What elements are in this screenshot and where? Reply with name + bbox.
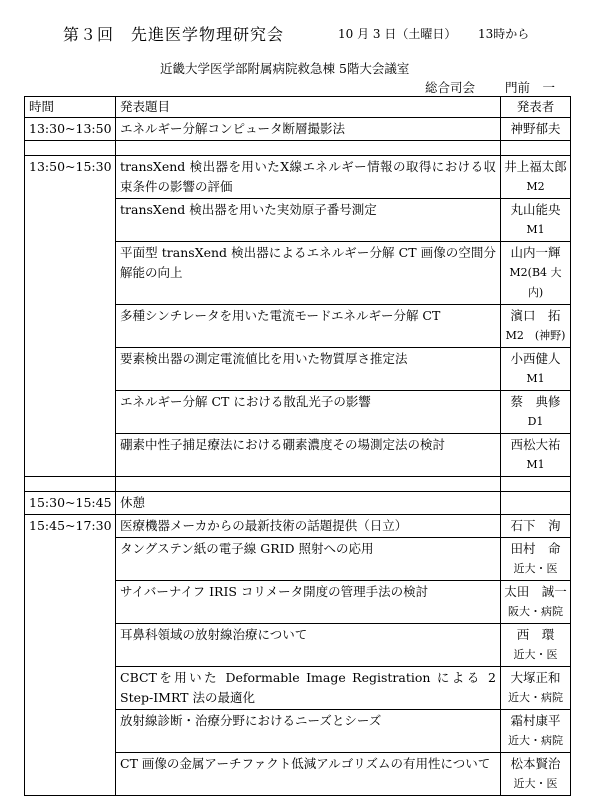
presenter-cell (501, 118, 571, 141)
presenter-affiliation: M2 (神野) (505, 329, 566, 342)
presenter-cell (501, 348, 571, 391)
session-time (25, 348, 116, 391)
presenter-affiliation: M1 (526, 223, 545, 236)
table-row (25, 199, 571, 242)
session-time (25, 538, 116, 581)
session-time (25, 305, 116, 348)
presenter-name: 大塚正和 (510, 670, 561, 685)
session-time (25, 753, 116, 796)
presenter-name: 井上福太郎 (504, 159, 567, 174)
presenter-affiliation: M1 (526, 458, 545, 471)
presenter-affiliation: 近大・医 (513, 562, 558, 575)
presenter-name: 松本賢治 (510, 756, 561, 771)
table-row (25, 348, 571, 391)
session-gap (25, 141, 571, 156)
session-time (25, 667, 116, 710)
schedule-body (25, 118, 571, 796)
chair-line (425, 78, 555, 96)
table-row (25, 624, 571, 667)
session-time (25, 710, 116, 753)
presenter-cell (501, 538, 571, 581)
talk-title: 医療機器メーカからの最新技術の話題提供（日立） (116, 515, 501, 538)
program-header (0, 22, 590, 46)
table-row (25, 710, 571, 753)
session-time (25, 391, 116, 434)
presenter-affiliation: D1 (527, 415, 544, 428)
presenter-name: 山内一輝 (510, 245, 561, 260)
presenter-name: 丸山能央 (510, 202, 561, 217)
talk-title: タングステン紙の電子線 GRID 照射への応用 (116, 538, 501, 581)
talk-title: 平面型 transXend 検出器によるエネルギー分解 CT 画像の空間分解能の向上 (116, 242, 501, 305)
session-gap (25, 477, 571, 492)
presenter-affiliation: M1 (526, 372, 545, 385)
session-time (25, 242, 116, 305)
talk-title: transXend 検出器を用いたX線エネルギー情報の取得における収束条件の影響の評価 (116, 156, 501, 199)
table-row (25, 753, 571, 796)
presenter-cell (501, 434, 571, 477)
presenter-cell (501, 624, 571, 667)
presenter-affiliation: 近大・医 (513, 648, 558, 661)
presenter-affiliation: 近大・医 (513, 777, 558, 790)
presenter-name: 蔡 典修 (510, 394, 561, 409)
talk-title: 要素検出器の測定電流値比を用いた物質厚さ推定法 (116, 348, 501, 391)
presenter-cell (501, 710, 571, 753)
table-row (25, 434, 571, 477)
header-time: 時間 (25, 97, 116, 118)
talk-title: サイバーナイフ IRIS コリメータ開度の管理手法の検討 (116, 581, 501, 624)
chair-label: 総合司会 (425, 80, 476, 95)
presenter-name: 石下 洵 (510, 518, 561, 533)
table-row (25, 118, 571, 141)
talk-title: CT 画像の金属アーチファクト低減アルゴリズムの有用性について (116, 753, 501, 796)
table-row (25, 391, 571, 434)
presenter-affiliation: M2(B4 大内) (509, 266, 562, 299)
schedule-table (24, 96, 571, 796)
presenter-name: 太田 誠一 (504, 584, 567, 599)
presenter-cell (501, 581, 571, 624)
presenter-affiliation: 近大・病院 (508, 734, 563, 747)
presenter-cell (501, 667, 571, 710)
talk-title: エネルギー分解コンピュータ断層撮影法 (116, 118, 501, 141)
table-row (25, 667, 571, 710)
table-row (25, 515, 571, 538)
talk-title: 放射線診断・治療分野におけるニーズとシーズ (116, 710, 501, 753)
table-row (25, 156, 571, 199)
talk-title: transXend 検出器を用いた実効原子番号測定 (116, 199, 501, 242)
talk-title: 硼素中性子捕足療法における硼素濃度その場測定法の検討 (116, 434, 501, 477)
presenter-name: 西 環 (516, 627, 555, 642)
presenter-affiliation: M2 (526, 180, 545, 193)
talk-title: 耳鼻科領域の放射線治療について (116, 624, 501, 667)
presenter-affiliation: 阪大・病院 (508, 605, 563, 618)
program-start-time: 13時から (478, 27, 530, 41)
session-time (25, 199, 116, 242)
presenter-name: 濱口 拓 (510, 308, 561, 323)
presenter-cell (501, 242, 571, 305)
header-topic: 発表題目 (116, 97, 501, 118)
program-title: 第３回 先進医学物理研究会 (63, 25, 285, 44)
presenter-cell (501, 515, 571, 538)
talk-title: エネルギー分解 CT における散乱光子の影響 (116, 391, 501, 434)
program-date: 10 月 3 日（土曜日） (338, 27, 457, 41)
session-time: 13:50~15:30 (25, 156, 116, 199)
presenter-cell (501, 753, 571, 796)
session-time (25, 624, 116, 667)
presenter-name: 神野郁夫 (510, 121, 561, 136)
table-row (25, 538, 571, 581)
talk-title: 休憩 (116, 492, 501, 515)
presenter-cell (501, 492, 571, 515)
presenter-cell (501, 391, 571, 434)
table-row (25, 305, 571, 348)
chair-name: 門前 一 (505, 80, 556, 95)
table-row (25, 581, 571, 624)
presenter-cell (501, 305, 571, 348)
header-presenter: 発表者 (501, 97, 571, 118)
presenter-name: 西松大祐 (510, 437, 561, 452)
session-time: 13:30~13:50 (25, 118, 116, 141)
presenter-cell (501, 156, 571, 199)
session-time (25, 581, 116, 624)
session-time (25, 434, 116, 477)
table-row (25, 242, 571, 305)
presenter-cell (501, 199, 571, 242)
venue: 近畿大学医学部附属病院救急棟 5階大会議室 (160, 61, 410, 76)
table-row (25, 492, 571, 515)
talk-title: CBCTを用いた Deformable Image Registration による 2 Step-IMRT 法の最適化 (116, 667, 501, 710)
presenter-name: 田村 命 (510, 541, 561, 556)
presenter-affiliation: 近大・病院 (508, 691, 563, 704)
presenter-name: 小西健人 (510, 351, 561, 366)
presenter-name: 霜村康平 (510, 713, 561, 728)
table-header-row (25, 97, 571, 118)
talk-title: 多種シンチレータを用いた電流モードエネルギー分解 CT (116, 305, 501, 348)
session-time: 15:30~15:45 (25, 492, 116, 515)
session-time: 15:45~17:30 (25, 515, 116, 538)
